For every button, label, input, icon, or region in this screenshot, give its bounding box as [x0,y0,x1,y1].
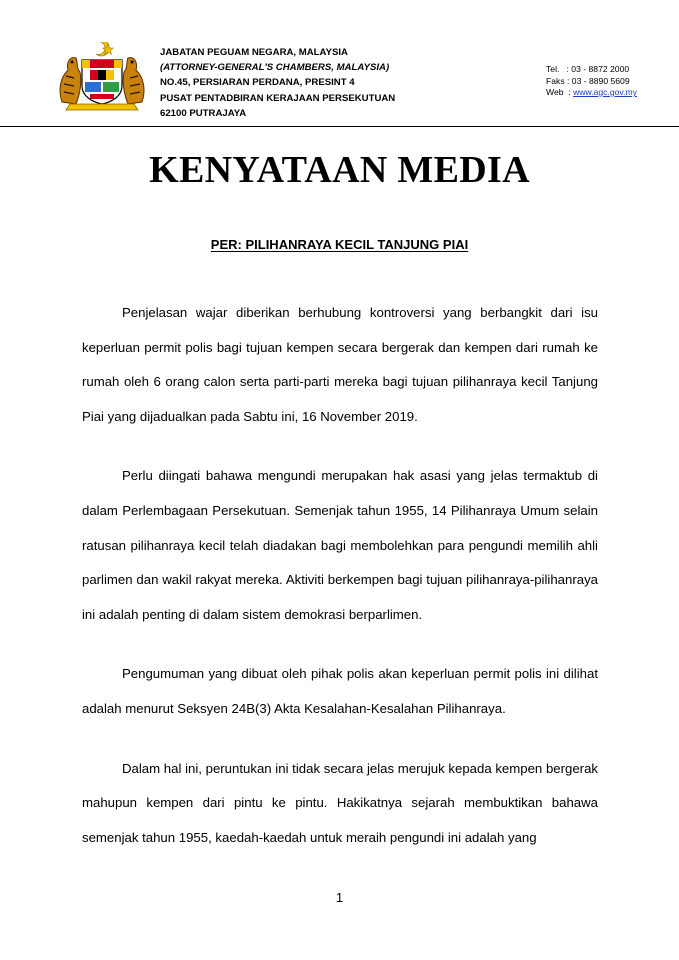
web-line [546,87,637,99]
paragraph: Pengumuman yang dibuat oleh pihak polis akan keperluan permit polis ini dilihat adalah menurut Seksyen 24B(3) Akta Kesalahan-Kesalahan Pilihanraya. [82,666,598,716]
address-line: PUSAT PENTADBIRAN KERAJAAN PERSEKUTUAN [160,92,396,104]
page-number: 1 [335,890,344,905]
address-line: NO.45, PERSIARAN PERDANA, PRESINT 4 [160,77,355,89]
header-divider [0,126,679,127]
tel-line: Tel. : 03 - 8872 2000 [546,64,630,74]
subject-line [0,237,679,252]
address-block [160,45,395,121]
fax-line: Faks : 03 - 8890 5609 [546,75,630,86]
paragraph: Penjelasan wajar diberikan berhubung kontroversi yang berbangkit dari isu keperluan permit polis bagi tujuan kempen secara bergerak dan kempen dari rumah ke rumah oleh 6 orang calon serta parti-parti mereka bagi tujuan pilihanraya kecil Tanjung Piai yang dijadualkan pada Sabtu ini, 16 November 2019. [82,305,598,424]
malaysia-coat-of-arms-icon [56,42,148,112]
contact-block [546,64,637,99]
letterhead [0,0,679,128]
address-line: JABATAN PEGUAM NEGARA, MALAYSIA [160,47,348,58]
subject-text: PER: PILIHANRAYA KECIL TANJUNG PIAI [210,237,469,252]
paragraph: Perlu diingati bahawa mengundi merupakan hak asasi yang jelas termaktub di dalam Perlembagaan Persekutuan. Semenjak tahun 1955, 14 Pilihanraya Umum selain ratusan pilihanraya kecil telah diadakan bagi membolehkan para pengundi memilih ahli parlimen dan wakil rakyat mereka. Aktiviti berkempen bagi tujuan pilihanraya-pilihanraya ini adalah penting di dalam sistem demokrasi berparlimen. [82,468,598,622]
web-label: Web : [546,87,574,97]
paragraph: Dalam hal ini, peruntukan ini tidak secara jelas merujuk kepada kempen bergerak mahupun kempen dari pintu ke pintu. Hakikatnya sejarah membuktikan bahawa semenjak tahun 1955, kaedah-kaedah untuk meraih pengundi ini adalah yang [82,760,598,845]
address-line: (ATTORNEY-GENERAL'S CHAMBERS, MALAYSIA) [160,62,390,74]
address-line: 62100 PUTRAJAYA [160,107,247,119]
document-body [82,296,598,880]
web-link[interactable]: www.agc.gov.my [573,87,637,97]
document-title: KENYATAAN MEDIA [149,149,530,191]
